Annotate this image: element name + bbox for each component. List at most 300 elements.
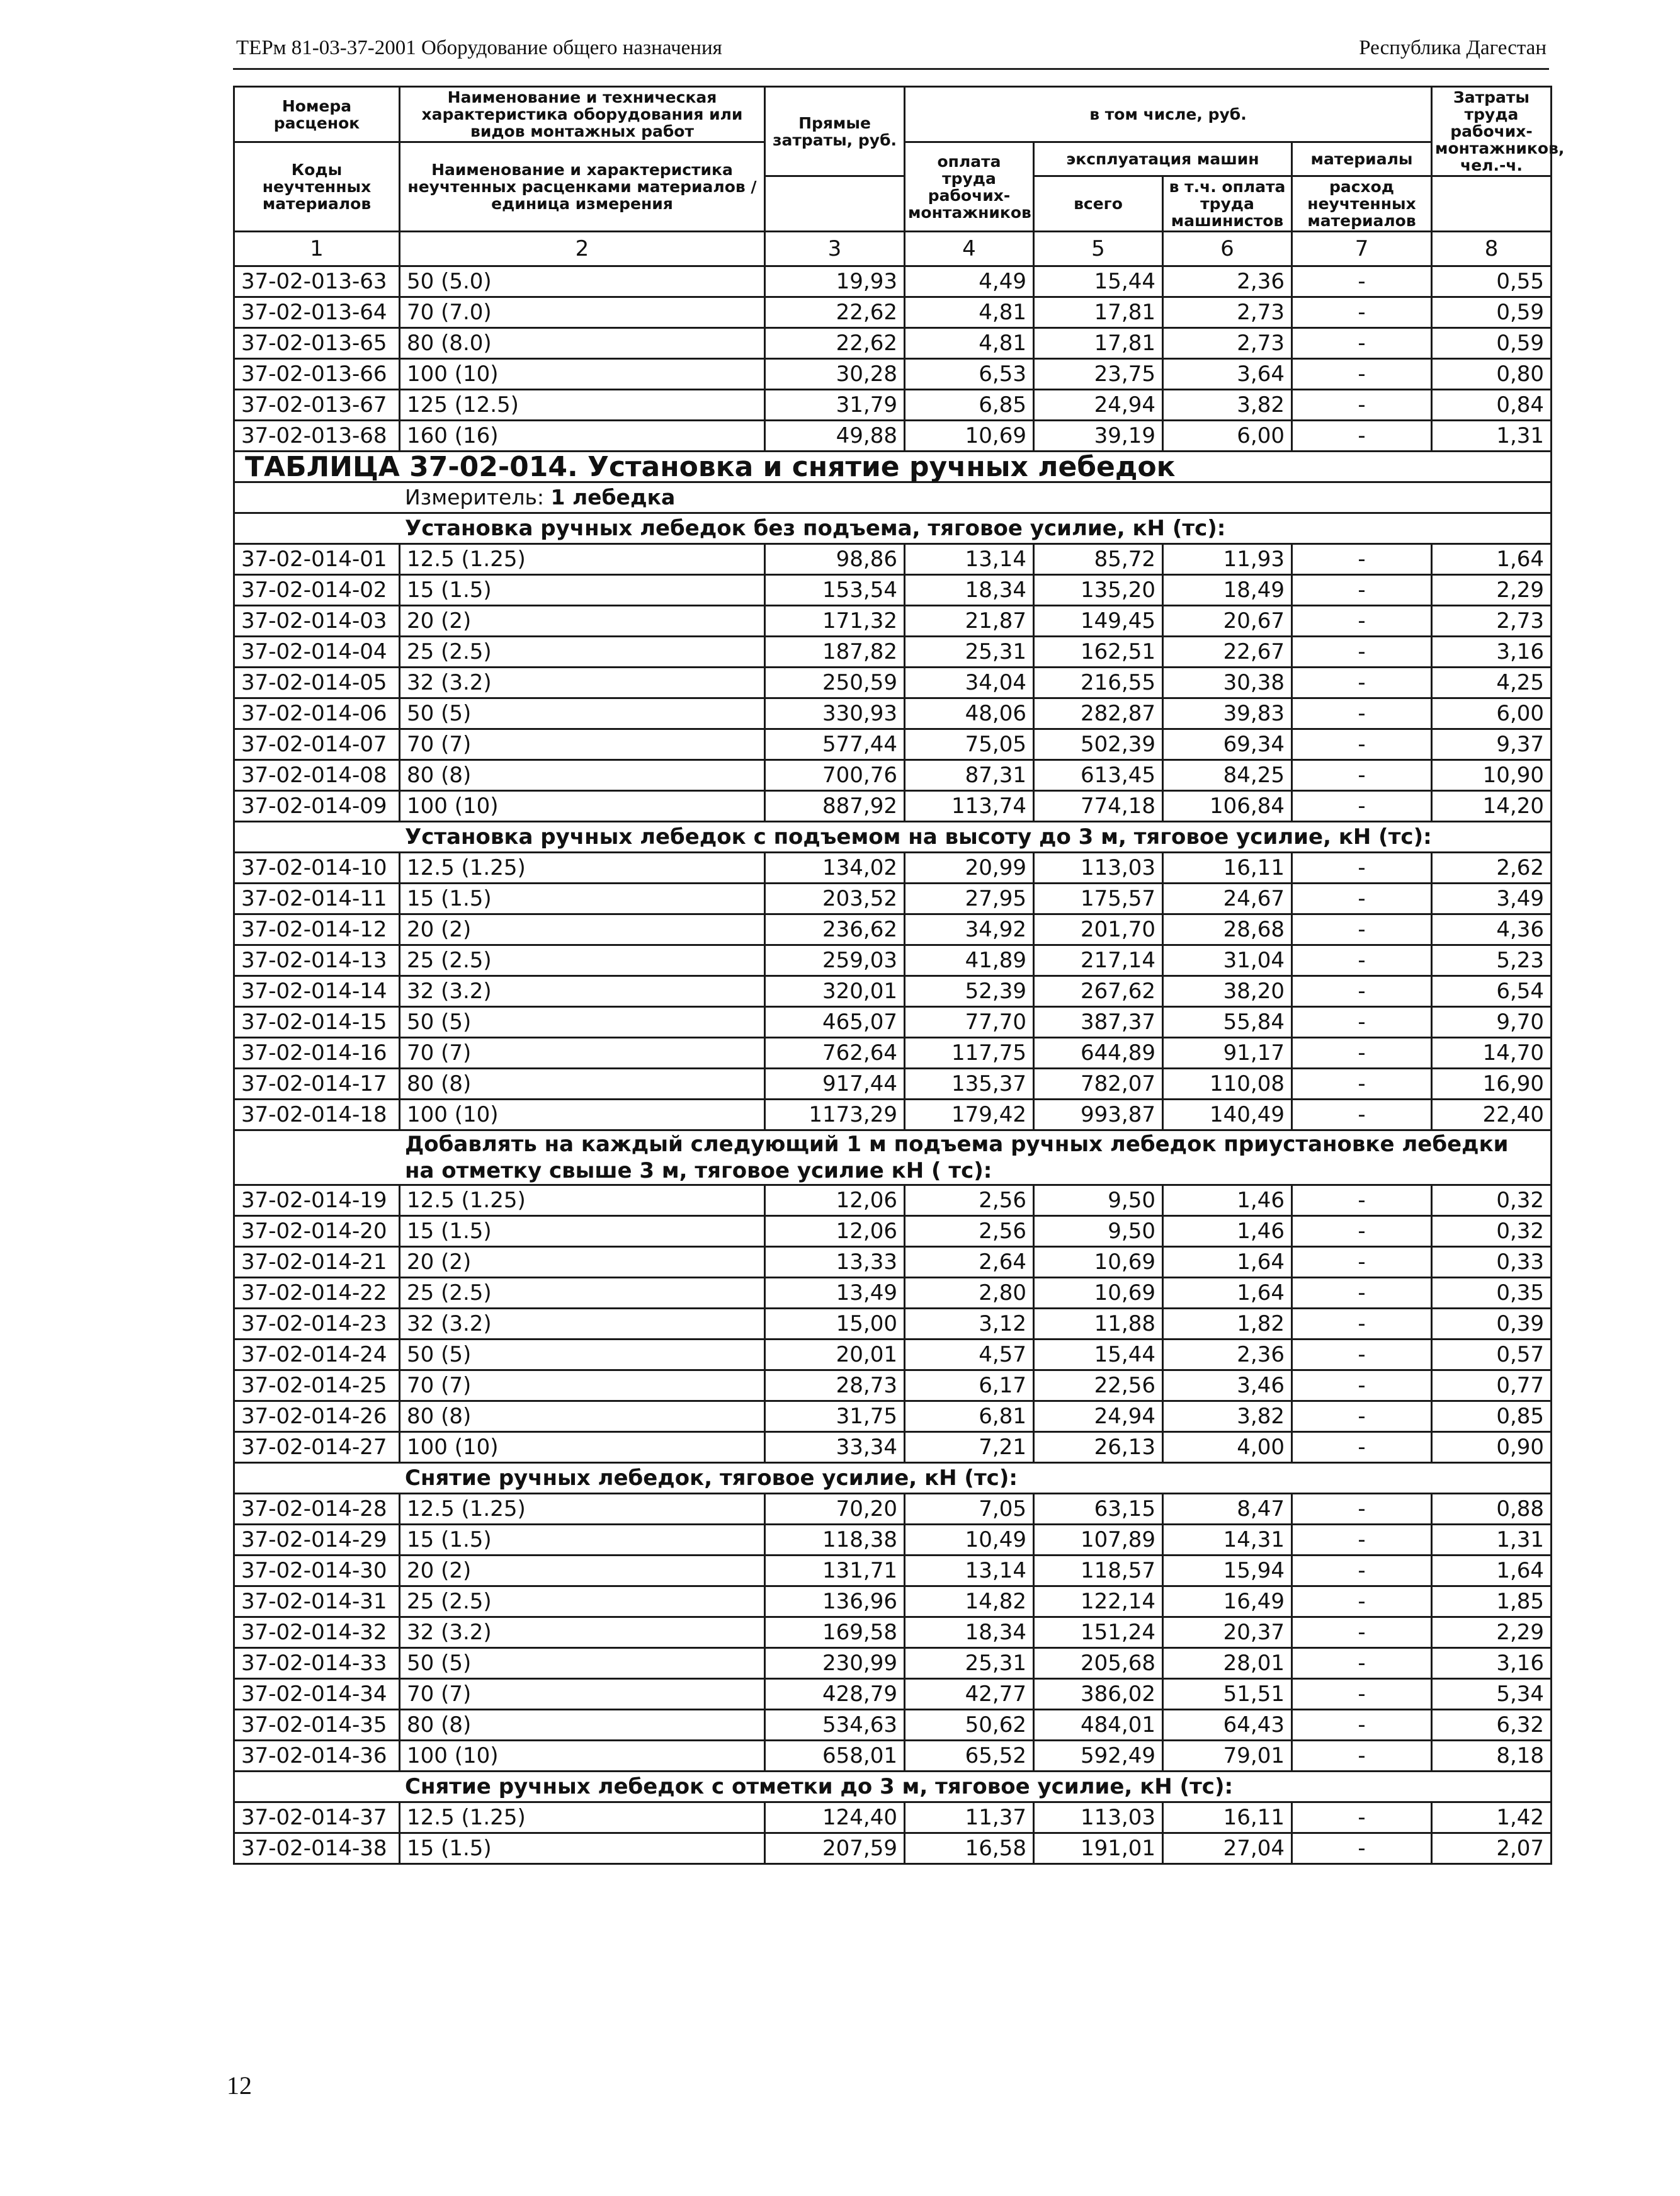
value-cell: 1173,29 bbox=[765, 1100, 905, 1130]
table-row bbox=[234, 1617, 1552, 1648]
value-cell: 2,36 bbox=[1163, 266, 1292, 297]
section-heading-text: Установка ручных лебедок с подъемом на высоту до 3 м, тяговое усилие, кН (тс): bbox=[234, 822, 1552, 853]
value-cell: 55,84 bbox=[1163, 1007, 1292, 1038]
table-row bbox=[234, 1432, 1552, 1463]
value-cell: - bbox=[1292, 1401, 1432, 1432]
value-cell: 15,00 bbox=[765, 1309, 905, 1340]
value-cell: 0,84 bbox=[1432, 390, 1552, 421]
value-cell: 12,06 bbox=[765, 1216, 905, 1247]
value-cell: 136,96 bbox=[765, 1586, 905, 1617]
value-cell: 3,82 bbox=[1163, 1401, 1292, 1432]
value-cell: 79,01 bbox=[1163, 1741, 1292, 1772]
value-cell: - bbox=[1292, 1679, 1432, 1710]
value-cell: 113,74 bbox=[905, 791, 1034, 822]
value-cell: 20,01 bbox=[765, 1340, 905, 1370]
rate-code-cell: 37-02-014-02 bbox=[234, 575, 400, 606]
value-cell: 162,51 bbox=[1034, 637, 1163, 668]
value-cell: 50,62 bbox=[905, 1710, 1034, 1741]
value-cell: - bbox=[1292, 1278, 1432, 1309]
description-cell: 32 (3.2) bbox=[400, 668, 765, 698]
value-cell: 140,49 bbox=[1163, 1100, 1292, 1130]
value-cell: - bbox=[1292, 1007, 1432, 1038]
value-cell: 0,32 bbox=[1432, 1185, 1552, 1216]
description-cell: 20 (2) bbox=[400, 1247, 765, 1278]
value-cell: - bbox=[1292, 637, 1432, 668]
table-row bbox=[234, 1833, 1552, 1864]
value-cell: 31,79 bbox=[765, 390, 905, 421]
measure-label: Измеритель: bbox=[405, 485, 545, 509]
col8-header-top: Затраты труда рабочих-монтажников, bbox=[1435, 88, 1565, 157]
rate-code-cell: 37-02-013-66 bbox=[234, 359, 400, 390]
value-cell: 9,37 bbox=[1432, 729, 1552, 760]
value-cell: 6,85 bbox=[905, 390, 1034, 421]
value-cell: 25,31 bbox=[905, 1648, 1034, 1679]
value-cell: 20,99 bbox=[905, 853, 1034, 884]
value-cell: 85,72 bbox=[1034, 544, 1163, 575]
value-cell: 17,81 bbox=[1034, 328, 1163, 359]
value-cell: 9,50 bbox=[1034, 1216, 1163, 1247]
description-cell: 50 (5.0) bbox=[400, 266, 765, 297]
value-cell: 0,35 bbox=[1432, 1278, 1552, 1309]
value-cell: - bbox=[1292, 1216, 1432, 1247]
value-cell: 15,94 bbox=[1163, 1556, 1292, 1586]
value-cell: 0,57 bbox=[1432, 1340, 1552, 1370]
value-cell: 993,87 bbox=[1034, 1100, 1163, 1130]
value-cell: 1,82 bbox=[1163, 1309, 1292, 1340]
value-cell: 16,11 bbox=[1163, 853, 1292, 884]
value-cell: 917,44 bbox=[765, 1069, 905, 1100]
col7-header: расход неучтенных материалов bbox=[1292, 176, 1432, 232]
col6-header: в т.ч. оплата труда машинистов bbox=[1163, 176, 1292, 232]
rate-code-cell: 37-02-014-23 bbox=[234, 1309, 400, 1340]
value-cell: 16,58 bbox=[905, 1833, 1034, 1864]
value-cell: 4,36 bbox=[1432, 914, 1552, 945]
value-cell: 613,45 bbox=[1034, 760, 1163, 791]
table-row bbox=[234, 1309, 1552, 1340]
value-cell: - bbox=[1292, 1802, 1432, 1833]
value-cell: 135,20 bbox=[1034, 575, 1163, 606]
value-cell: 113,03 bbox=[1034, 1802, 1163, 1833]
value-cell: 7,05 bbox=[905, 1494, 1034, 1525]
value-cell: - bbox=[1292, 544, 1432, 575]
value-cell: 1,46 bbox=[1163, 1185, 1292, 1216]
value-cell: 42,77 bbox=[905, 1679, 1034, 1710]
materials-header: материалы bbox=[1292, 142, 1432, 176]
value-cell: 169,58 bbox=[765, 1617, 905, 1648]
description-cell: 12.5 (1.25) bbox=[400, 544, 765, 575]
value-cell: 30,28 bbox=[765, 359, 905, 390]
value-cell: 23,75 bbox=[1034, 359, 1163, 390]
value-cell: - bbox=[1292, 668, 1432, 698]
rate-code-cell: 37-02-014-24 bbox=[234, 1340, 400, 1370]
description-cell: 100 (10) bbox=[400, 1741, 765, 1772]
description-cell: 12.5 (1.25) bbox=[400, 1185, 765, 1216]
value-cell: - bbox=[1292, 1494, 1432, 1525]
value-cell: 1,64 bbox=[1432, 1556, 1552, 1586]
description-cell: 80 (8) bbox=[400, 1069, 765, 1100]
value-cell: 230,99 bbox=[765, 1648, 905, 1679]
rate-code-cell: 37-02-014-29 bbox=[234, 1525, 400, 1556]
table-row bbox=[234, 544, 1552, 575]
value-cell: 77,70 bbox=[905, 1007, 1034, 1038]
value-cell: - bbox=[1292, 1370, 1432, 1401]
description-cell: 25 (2.5) bbox=[400, 637, 765, 668]
value-cell: 6,00 bbox=[1432, 698, 1552, 729]
col3-header-spacer bbox=[765, 176, 905, 232]
value-cell: 3,64 bbox=[1163, 359, 1292, 390]
value-cell: 1,64 bbox=[1163, 1247, 1292, 1278]
section-heading bbox=[234, 1130, 1552, 1185]
value-cell: 2,73 bbox=[1163, 328, 1292, 359]
value-cell: 118,57 bbox=[1034, 1556, 1163, 1586]
value-cell: 122,14 bbox=[1034, 1586, 1163, 1617]
rate-code-cell: 37-02-014-14 bbox=[234, 976, 400, 1007]
value-cell: 24,94 bbox=[1034, 1401, 1163, 1432]
table-row bbox=[234, 1100, 1552, 1130]
description-cell: 100 (10) bbox=[400, 359, 765, 390]
value-cell: 2,29 bbox=[1432, 1617, 1552, 1648]
rate-code-cell: 37-02-014-04 bbox=[234, 637, 400, 668]
description-cell: 80 (8) bbox=[400, 760, 765, 791]
value-cell: 3,82 bbox=[1163, 390, 1292, 421]
value-cell: 3,16 bbox=[1432, 637, 1552, 668]
rate-code-cell: 37-02-014-06 bbox=[234, 698, 400, 729]
value-cell: 22,56 bbox=[1034, 1370, 1163, 1401]
value-cell: 207,59 bbox=[765, 1833, 905, 1864]
rate-code-cell: 37-02-014-21 bbox=[234, 1247, 400, 1278]
value-cell: - bbox=[1292, 914, 1432, 945]
value-cell: 0,39 bbox=[1432, 1309, 1552, 1340]
column-number: 4 bbox=[905, 232, 1034, 266]
table-title bbox=[234, 452, 1552, 482]
description-cell: 100 (10) bbox=[400, 791, 765, 822]
value-cell: 16,90 bbox=[1432, 1069, 1552, 1100]
value-cell: 28,73 bbox=[765, 1370, 905, 1401]
column-number: 6 bbox=[1163, 232, 1292, 266]
value-cell: 4,25 bbox=[1432, 668, 1552, 698]
section-heading bbox=[234, 1463, 1552, 1494]
value-cell: 1,46 bbox=[1163, 1216, 1292, 1247]
col2-header-top: Наименование и техническая характеристика оборудования или видов монтажных работ bbox=[400, 87, 765, 142]
table-row bbox=[234, 390, 1552, 421]
value-cell: 107,89 bbox=[1034, 1525, 1163, 1556]
value-cell: - bbox=[1292, 1069, 1432, 1100]
value-cell: - bbox=[1292, 266, 1432, 297]
value-cell: 22,62 bbox=[765, 328, 905, 359]
value-cell: - bbox=[1292, 1710, 1432, 1741]
table-body bbox=[234, 266, 1552, 1864]
description-cell: 80 (8) bbox=[400, 1710, 765, 1741]
value-cell: 8,47 bbox=[1163, 1494, 1292, 1525]
value-cell: 0,33 bbox=[1432, 1247, 1552, 1278]
description-cell: 25 (2.5) bbox=[400, 1586, 765, 1617]
value-cell: 131,71 bbox=[765, 1556, 905, 1586]
value-cell: 6,17 bbox=[905, 1370, 1034, 1401]
rate-code-cell: 37-02-014-31 bbox=[234, 1586, 400, 1617]
value-cell: 27,04 bbox=[1163, 1833, 1292, 1864]
rate-code-cell: 37-02-014-17 bbox=[234, 1069, 400, 1100]
value-cell: 10,69 bbox=[905, 421, 1034, 452]
rate-code-cell: 37-02-014-13 bbox=[234, 945, 400, 976]
value-cell: - bbox=[1292, 1556, 1432, 1586]
value-cell: 5,34 bbox=[1432, 1679, 1552, 1710]
value-cell: 4,49 bbox=[905, 266, 1034, 297]
value-cell: - bbox=[1292, 729, 1432, 760]
table-row bbox=[234, 760, 1552, 791]
value-cell: 465,07 bbox=[765, 1007, 905, 1038]
value-cell: 0,32 bbox=[1432, 1216, 1552, 1247]
description-cell: 20 (2) bbox=[400, 606, 765, 637]
value-cell: 22,67 bbox=[1163, 637, 1292, 668]
table-row bbox=[234, 1340, 1552, 1370]
value-cell: 14,20 bbox=[1432, 791, 1552, 822]
rate-code-cell: 37-02-013-68 bbox=[234, 421, 400, 452]
table-row bbox=[234, 637, 1552, 668]
value-cell: 11,37 bbox=[905, 1802, 1034, 1833]
table-row bbox=[234, 328, 1552, 359]
value-cell: 386,02 bbox=[1034, 1679, 1163, 1710]
measure-row bbox=[234, 482, 1552, 513]
value-cell: 15,44 bbox=[1034, 266, 1163, 297]
value-cell: 31,75 bbox=[765, 1401, 905, 1432]
value-cell: 700,76 bbox=[765, 760, 905, 791]
description-cell: 50 (5) bbox=[400, 698, 765, 729]
value-cell: - bbox=[1292, 575, 1432, 606]
value-cell: 191,01 bbox=[1034, 1833, 1163, 1864]
value-cell: 38,20 bbox=[1163, 976, 1292, 1007]
table-row bbox=[234, 1679, 1552, 1710]
table-row bbox=[234, 606, 1552, 637]
rate-code-cell: 37-02-014-25 bbox=[234, 1370, 400, 1401]
rate-code-cell: 37-02-014-22 bbox=[234, 1278, 400, 1309]
value-cell: 70,20 bbox=[765, 1494, 905, 1525]
value-cell: 6,53 bbox=[905, 359, 1034, 390]
description-cell: 80 (8) bbox=[400, 1401, 765, 1432]
value-cell: 34,92 bbox=[905, 914, 1034, 945]
value-cell: 10,69 bbox=[1034, 1247, 1163, 1278]
value-cell: 1,31 bbox=[1432, 1525, 1552, 1556]
value-cell: 22,62 bbox=[765, 297, 905, 328]
value-cell: - bbox=[1292, 1833, 1432, 1864]
value-cell: 113,03 bbox=[1034, 853, 1163, 884]
value-cell: - bbox=[1292, 328, 1432, 359]
value-cell: 205,68 bbox=[1034, 1648, 1163, 1679]
col3-header: Прямые затраты, руб. bbox=[765, 87, 905, 176]
value-cell: 2,62 bbox=[1432, 853, 1552, 884]
value-cell: 10,49 bbox=[905, 1525, 1034, 1556]
value-cell: 6,81 bbox=[905, 1401, 1034, 1432]
value-cell: 3,16 bbox=[1432, 1648, 1552, 1679]
value-cell: - bbox=[1292, 1340, 1432, 1370]
value-cell: - bbox=[1292, 1741, 1432, 1772]
value-cell: 65,52 bbox=[905, 1741, 1034, 1772]
rate-code-cell: 37-02-014-32 bbox=[234, 1617, 400, 1648]
value-cell: 39,83 bbox=[1163, 698, 1292, 729]
col1-header-top: Номера расценок bbox=[234, 87, 400, 142]
price-table bbox=[233, 86, 1565, 1865]
value-cell: 13,14 bbox=[905, 544, 1034, 575]
value-cell: 24,94 bbox=[1034, 390, 1163, 421]
rate-code-cell: 37-02-014-33 bbox=[234, 1648, 400, 1679]
value-cell: 0,80 bbox=[1432, 359, 1552, 390]
value-cell: 216,55 bbox=[1034, 668, 1163, 698]
value-cell: 203,52 bbox=[765, 884, 905, 914]
value-cell: 41,89 bbox=[905, 945, 1034, 976]
value-cell: 51,51 bbox=[1163, 1679, 1292, 1710]
description-cell: 12.5 (1.25) bbox=[400, 1494, 765, 1525]
value-cell: 187,82 bbox=[765, 637, 905, 668]
col8-header-unit: чел.-ч. bbox=[1460, 156, 1523, 174]
value-cell: 2,80 bbox=[905, 1278, 1034, 1309]
rate-code-cell: 37-02-014-09 bbox=[234, 791, 400, 822]
value-cell: 2,07 bbox=[1432, 1833, 1552, 1864]
description-cell: 15 (1.5) bbox=[400, 884, 765, 914]
value-cell: 2,73 bbox=[1163, 297, 1292, 328]
value-cell: 21,87 bbox=[905, 606, 1034, 637]
table-row bbox=[234, 359, 1552, 390]
value-cell: 1,42 bbox=[1432, 1802, 1552, 1833]
value-cell: 387,37 bbox=[1034, 1007, 1163, 1038]
rate-code-cell: 37-02-014-26 bbox=[234, 1401, 400, 1432]
value-cell: 6,00 bbox=[1163, 421, 1292, 452]
table-row bbox=[234, 668, 1552, 698]
rate-code-cell: 37-02-014-20 bbox=[234, 1216, 400, 1247]
rate-code-cell: 37-02-014-28 bbox=[234, 1494, 400, 1525]
value-cell: 658,01 bbox=[765, 1741, 905, 1772]
value-cell: 282,87 bbox=[1034, 698, 1163, 729]
value-cell: - bbox=[1292, 1525, 1432, 1556]
value-cell: - bbox=[1292, 421, 1432, 452]
value-cell: 15,44 bbox=[1034, 1340, 1163, 1370]
rate-code-cell: 37-02-014-03 bbox=[234, 606, 400, 637]
description-cell: 25 (2.5) bbox=[400, 1278, 765, 1309]
value-cell: 6,54 bbox=[1432, 976, 1552, 1007]
value-cell: 2,64 bbox=[905, 1247, 1034, 1278]
column-number: 5 bbox=[1034, 232, 1163, 266]
value-cell: 84,25 bbox=[1163, 760, 1292, 791]
col1-header-bottom: Коды неучтенных материалов bbox=[234, 142, 400, 232]
col5-header: всего bbox=[1034, 176, 1163, 232]
table-row bbox=[234, 1494, 1552, 1525]
table-row bbox=[234, 1525, 1552, 1556]
value-cell: 887,92 bbox=[765, 791, 905, 822]
description-cell: 20 (2) bbox=[400, 1556, 765, 1586]
value-cell: 153,54 bbox=[765, 575, 905, 606]
value-cell: - bbox=[1292, 1100, 1432, 1130]
table-header bbox=[234, 87, 1565, 266]
table-row bbox=[234, 1648, 1552, 1679]
value-cell: 18,34 bbox=[905, 1617, 1034, 1648]
page-number: 12 bbox=[227, 2071, 252, 2100]
rate-code-cell: 37-02-014-12 bbox=[234, 914, 400, 945]
value-cell: - bbox=[1292, 1185, 1432, 1216]
value-cell: 34,04 bbox=[905, 668, 1034, 698]
section-heading bbox=[234, 822, 1552, 853]
description-cell: 70 (7) bbox=[400, 1679, 765, 1710]
description-cell: 15 (1.5) bbox=[400, 1216, 765, 1247]
value-cell: - bbox=[1292, 1617, 1432, 1648]
value-cell: 75,05 bbox=[905, 729, 1034, 760]
value-cell: 11,93 bbox=[1163, 544, 1292, 575]
rate-code-cell: 37-02-014-37 bbox=[234, 1802, 400, 1833]
value-cell: - bbox=[1292, 884, 1432, 914]
table-row bbox=[234, 575, 1552, 606]
value-cell: 28,68 bbox=[1163, 914, 1292, 945]
description-cell: 80 (8.0) bbox=[400, 328, 765, 359]
value-cell: 28,01 bbox=[1163, 1648, 1292, 1679]
description-cell: 32 (3.2) bbox=[400, 976, 765, 1007]
description-cell: 50 (5) bbox=[400, 1340, 765, 1370]
value-cell: 11,88 bbox=[1034, 1309, 1163, 1340]
value-cell: 217,14 bbox=[1034, 945, 1163, 976]
value-cell: - bbox=[1292, 1648, 1432, 1679]
description-cell: 100 (10) bbox=[400, 1100, 765, 1130]
value-cell: 52,39 bbox=[905, 976, 1034, 1007]
table-row bbox=[234, 1247, 1552, 1278]
column-number: 2 bbox=[400, 232, 765, 266]
rate-code-cell: 37-02-014-34 bbox=[234, 1679, 400, 1710]
value-cell: 484,01 bbox=[1034, 1710, 1163, 1741]
value-cell: 774,18 bbox=[1034, 791, 1163, 822]
value-cell: 48,06 bbox=[905, 698, 1034, 729]
table-row bbox=[234, 1278, 1552, 1309]
value-cell: 135,37 bbox=[905, 1069, 1034, 1100]
value-cell: - bbox=[1292, 698, 1432, 729]
value-cell: 17,81 bbox=[1034, 297, 1163, 328]
value-cell: 0,59 bbox=[1432, 328, 1552, 359]
table-row bbox=[234, 1216, 1552, 1247]
description-cell: 70 (7) bbox=[400, 1038, 765, 1069]
table-row bbox=[234, 1038, 1552, 1069]
rate-code-cell: 37-02-014-11 bbox=[234, 884, 400, 914]
value-cell: 33,34 bbox=[765, 1432, 905, 1463]
value-cell: 117,75 bbox=[905, 1038, 1034, 1069]
value-cell: 2,56 bbox=[905, 1185, 1034, 1216]
value-cell: 25,31 bbox=[905, 637, 1034, 668]
table-row bbox=[234, 976, 1552, 1007]
table-row bbox=[234, 1741, 1552, 1772]
value-cell: 1,85 bbox=[1432, 1586, 1552, 1617]
value-cell: 69,34 bbox=[1163, 729, 1292, 760]
column-number: 8 bbox=[1432, 232, 1552, 266]
description-cell: 125 (12.5) bbox=[400, 390, 765, 421]
section-heading bbox=[234, 513, 1552, 544]
rate-code-cell: 37-02-014-01 bbox=[234, 544, 400, 575]
value-cell: 644,89 bbox=[1034, 1038, 1163, 1069]
value-cell: 124,40 bbox=[765, 1802, 905, 1833]
value-cell: 320,01 bbox=[765, 976, 905, 1007]
table-row bbox=[234, 945, 1552, 976]
value-cell: 7,21 bbox=[905, 1432, 1034, 1463]
table-row bbox=[234, 1586, 1552, 1617]
value-cell: 10,90 bbox=[1432, 760, 1552, 791]
value-cell: 118,38 bbox=[765, 1525, 905, 1556]
value-cell: 30,38 bbox=[1163, 668, 1292, 698]
value-cell: 0,88 bbox=[1432, 1494, 1552, 1525]
value-cell: 10,69 bbox=[1034, 1278, 1163, 1309]
value-cell: - bbox=[1292, 1586, 1432, 1617]
value-cell: - bbox=[1292, 1309, 1432, 1340]
rate-code-cell: 37-02-013-64 bbox=[234, 297, 400, 328]
table-row bbox=[234, 1069, 1552, 1100]
value-cell: - bbox=[1292, 390, 1432, 421]
value-cell: 91,17 bbox=[1163, 1038, 1292, 1069]
table-row bbox=[234, 729, 1552, 760]
value-cell: 259,03 bbox=[765, 945, 905, 976]
rate-code-cell: 37-02-014-18 bbox=[234, 1100, 400, 1130]
value-cell: 14,82 bbox=[905, 1586, 1034, 1617]
rate-code-cell: 37-02-013-67 bbox=[234, 390, 400, 421]
